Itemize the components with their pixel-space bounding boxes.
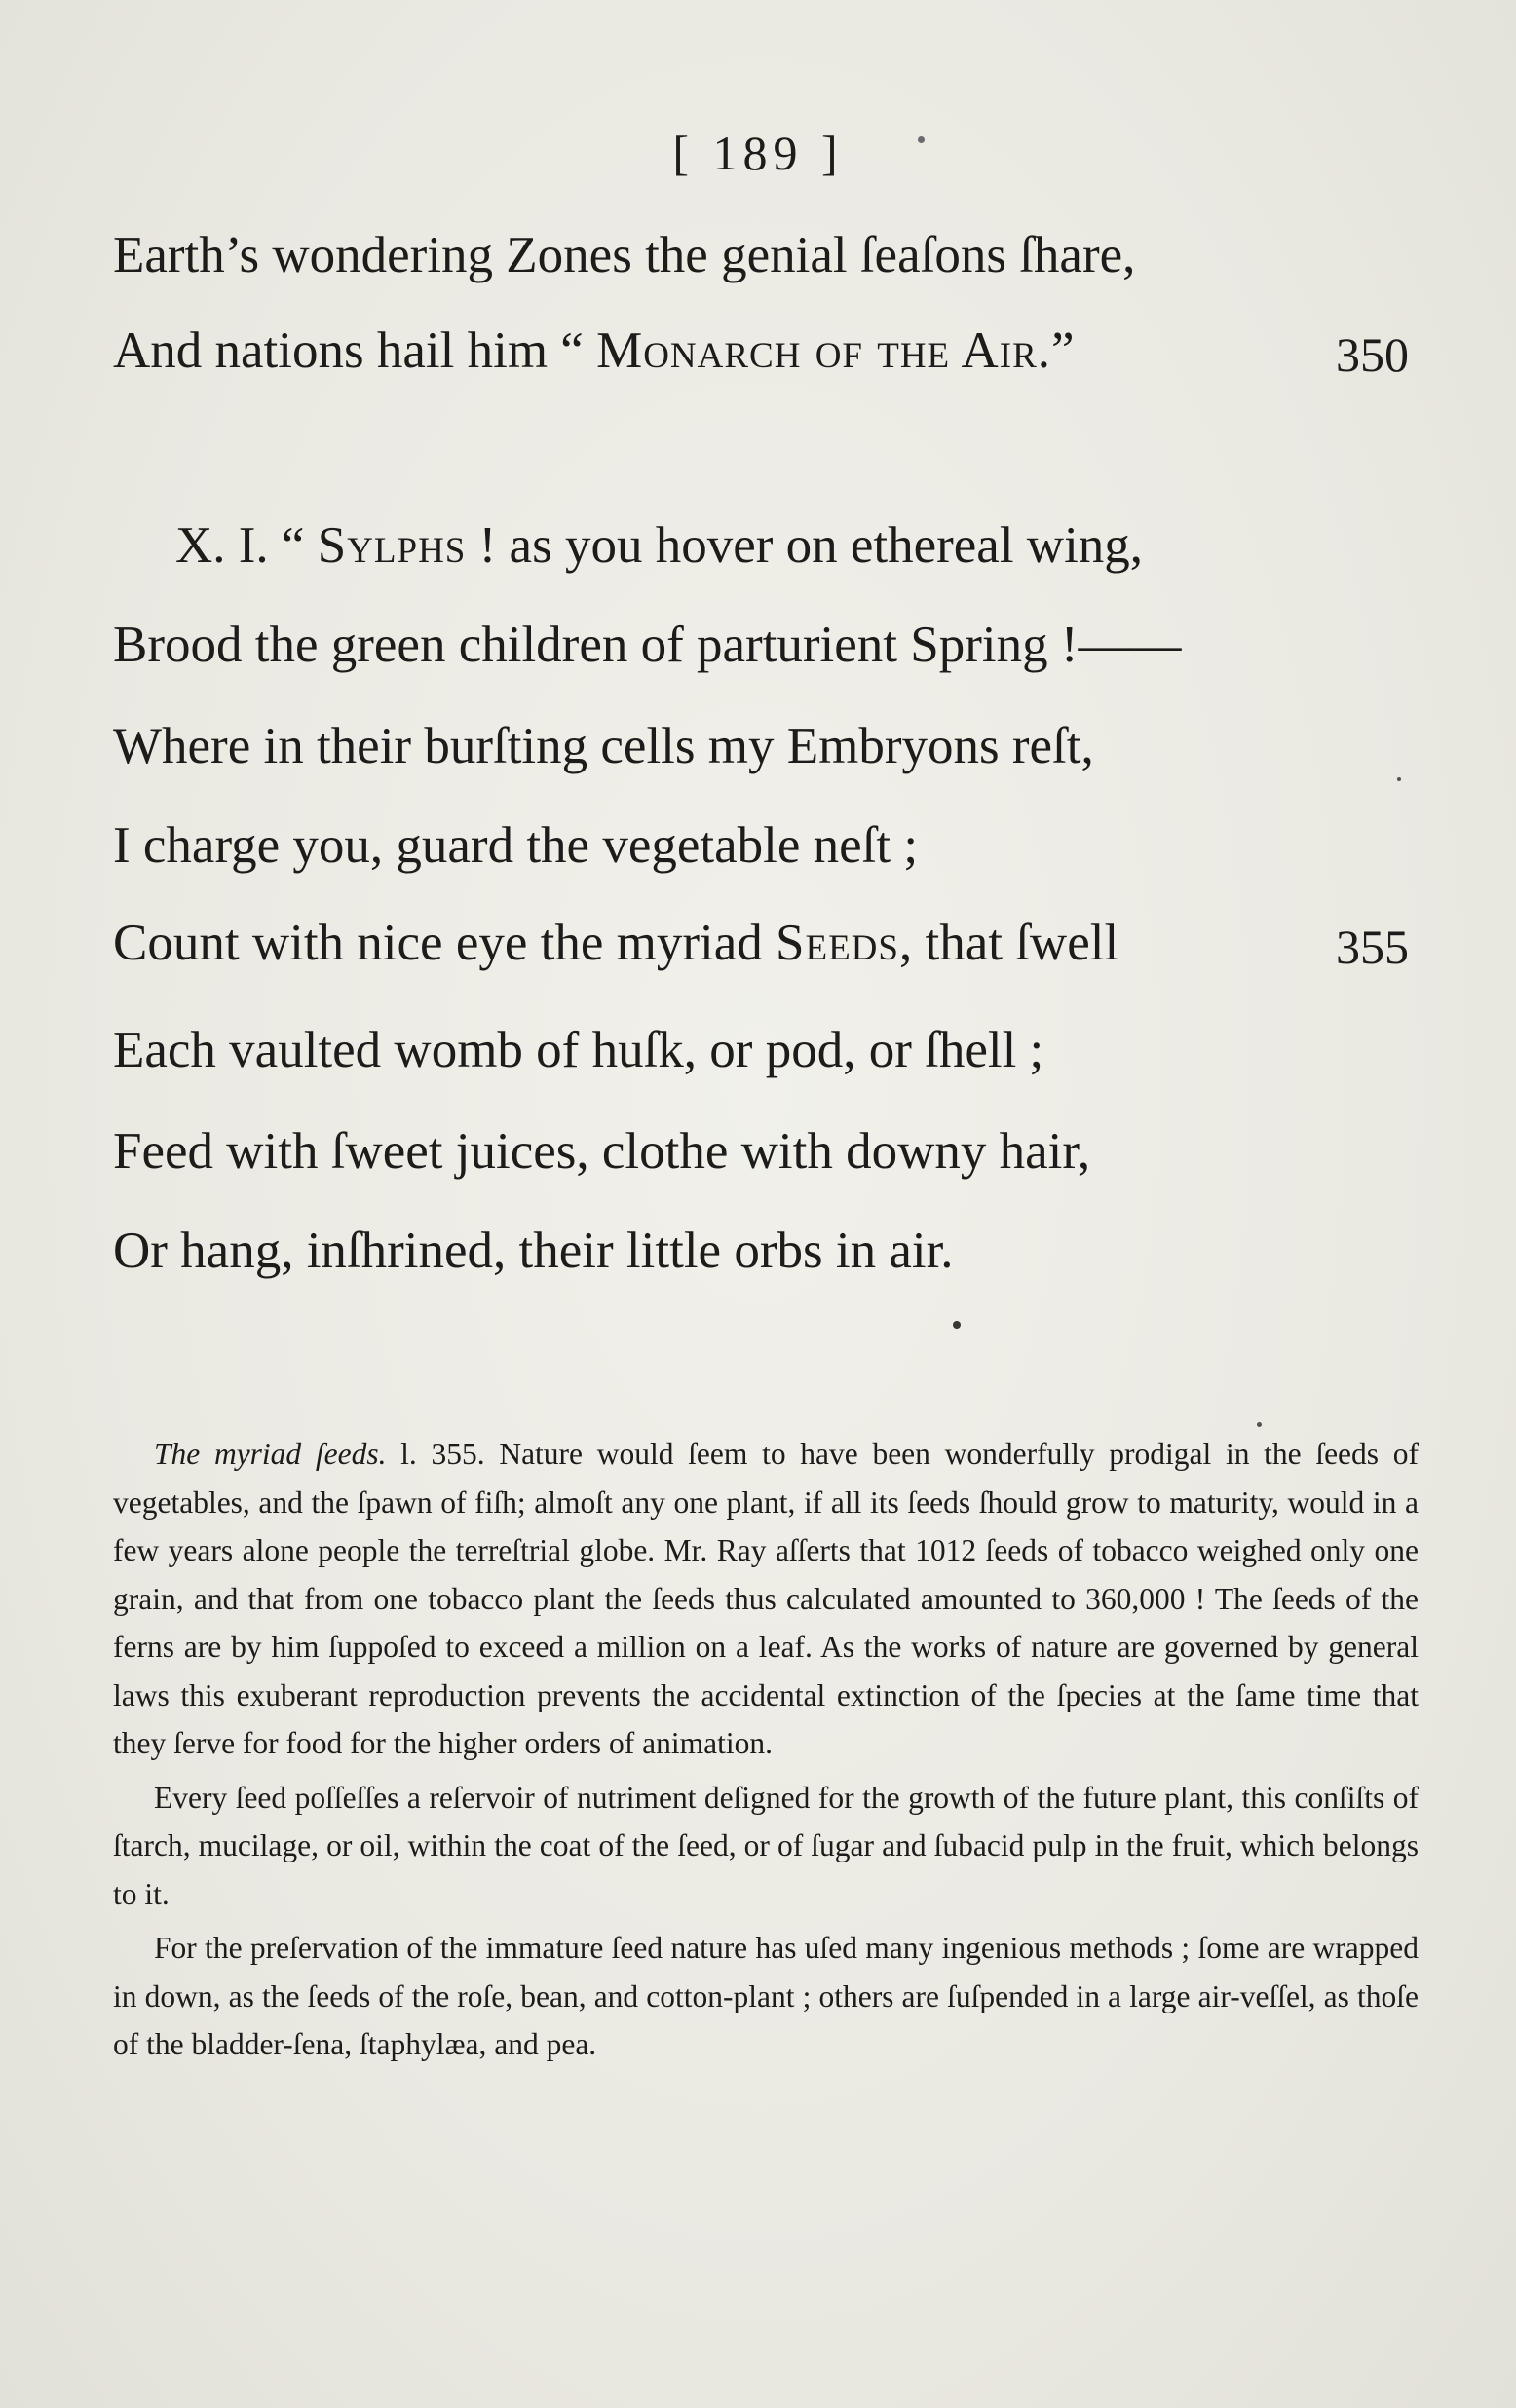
verse-text: And nations hail him “ [113, 322, 597, 379]
footnote-reference: l. 355. [386, 1437, 500, 1471]
verse-line [175, 516, 1143, 575]
verse-text: X. I. “ [175, 517, 318, 574]
verse-small-caps: Sylphs [317, 517, 467, 574]
verse-line: Feed with ſweet juices, clothe with downy hair, [113, 1123, 1091, 1180]
paper-speck [953, 1321, 961, 1329]
paper-speck [918, 136, 925, 143]
verse-small-caps: Seeds [776, 915, 899, 971]
paper-speck [1257, 1422, 1262, 1427]
verse-line: Each vaulted womb of huſk, or pod, or ſhell ; [113, 1022, 1044, 1078]
verse-text: ” [1051, 322, 1075, 379]
line-number: 355 [1336, 920, 1409, 974]
verse-text: , that ſwell [898, 915, 1119, 971]
verse-text: ! as you hover on ethereal wing, [466, 517, 1144, 574]
verse-small-caps: Monarch of the Air. [596, 322, 1052, 379]
line-number: 350 [1336, 327, 1409, 382]
verse-line: Where in their burſting cells my Embryons reſt, [113, 718, 1094, 774]
footnote-paragraph [113, 1430, 1419, 1768]
paper-speck [1397, 777, 1401, 781]
verse-line: I charge you, guard the vegetable neſt ; [113, 817, 919, 874]
footnote-paragraph: Every ſeed poſſeſſes a reſervoir of nutriment deſigned for the growth of the future plant, this conſiſts of ſtarch, mucilage, or oil, within the coat of the ſeed, or of ſugar and ſubacid pulp in the fruit, which belongs to it. [113, 1780, 1419, 1911]
verse-line [113, 914, 1118, 972]
verse-line: Earth’s wondering Zones the genial ſeaſons ſhare, [113, 227, 1136, 283]
verse-text: Count with nice eye the myriad [113, 915, 776, 971]
verse-line [113, 321, 1075, 380]
footnote-paragraph: For the preſervation of the immature ſeed nature has uſed many ingenious methods ; ſome are wrapped in down, as the ſeeds of the roſe, bean, and cotton-plant ; others are ſuſpended in a large air-veſſel, as thoſe of the bladder-ſena, ſtaphylæa, and pea. [113, 1931, 1419, 2061]
footnote-heading: The myriad ſeeds. [154, 1437, 387, 1471]
footnote-text: Nature would ſeem to have been wonderfully prodigal in the ſeeds of vegetables, and the ſpawn of fiſh; almoſt any one plant, if all its ſeeds ſhould grow to maturity, would in a few years alone people the terreſtrial globe. Mr. Ray aſſerts that 1012 ſeeds of tobacco weighed only one grain, and that from one tobacco plant the ſeeds thus calculated amounted to 360,000 ! The ſeeds of the ferns are by him ſuppoſed to exceed a million on a leaf. As the works of nature are governed by general laws this exuberant reproduction prevents the accidental extinction of the ſpecies at the ſame time that they ſerve for food for the higher orders of animation. [113, 1437, 1419, 1760]
verse-line: Brood the green children of parturient Spring !—— [113, 617, 1182, 673]
verse-line: Or hang, inſhrined, their little orbs in air. [113, 1223, 954, 1279]
footnotes [113, 1430, 1419, 2075]
page-number: [ 189 ] [672, 126, 844, 180]
